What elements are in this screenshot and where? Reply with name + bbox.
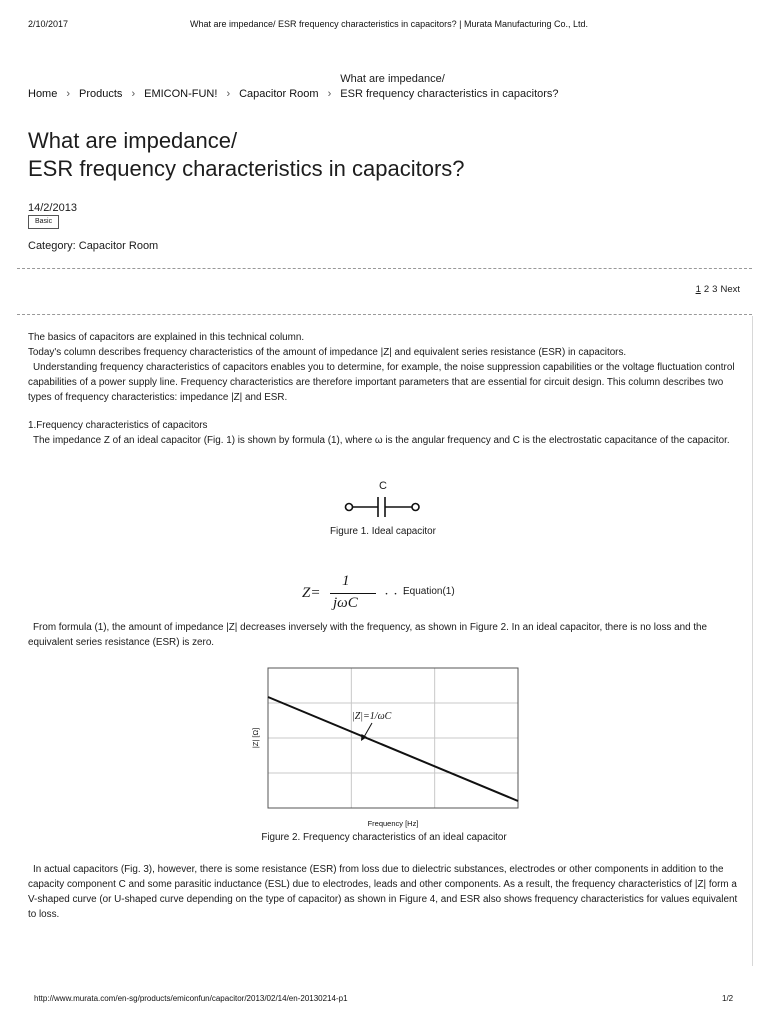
breadcrumb — [28, 73, 559, 100]
equation-numerator: 1 — [342, 573, 350, 589]
equation-label: Equation(1) — [403, 586, 455, 597]
page-title — [28, 127, 465, 183]
print-title: What are impedance/ ESR frequency characteristics in capacitors? | Murata Manufacturing Co., Ltd. — [190, 19, 589, 29]
article-date: 14/2/2013 — [28, 202, 77, 214]
print-date: 2/10/2017 — [28, 19, 69, 29]
figure-1-caption: Figure 1. Ideal capacitor — [330, 526, 436, 537]
breadcrumb-capacitor-room[interactable]: Capacitor Room — [239, 88, 319, 100]
after-equation-paragraph: From formula (1), the amount of impedance |Z| decreases inversely with the frequency, as shown in Figure 2. In an ideal capacitor, there is no loss and the equivalent series resistance (ESR) is zero. — [28, 622, 708, 648]
next-link[interactable]: Next — [720, 284, 740, 295]
annotation-arrowhead — [361, 734, 367, 741]
page-link-2[interactable]: 2 — [703, 284, 710, 295]
chevron-right-icon: › — [226, 88, 231, 100]
level-badge[interactable]: Basic — [28, 215, 59, 229]
divider — [752, 316, 753, 966]
equation-1 — [302, 573, 502, 615]
section-heading: 1.Frequency characteristics of capacitors — [28, 420, 208, 431]
after-equation-text — [28, 620, 740, 650]
chevron-right-icon: › — [66, 88, 71, 100]
breadcrumb-emicon-fun[interactable]: EMICON-FUN! — [144, 88, 218, 100]
x-axis-label: Frequency [Hz] — [367, 819, 419, 828]
breadcrumb-current-line2: ESR frequency characteristics in capacitors? — [340, 88, 559, 100]
intro-paragraph-1: The basics of capacitors are explained in this technical column. — [28, 332, 305, 343]
equation-denominator: jωC — [333, 595, 358, 611]
intro-text — [28, 330, 740, 405]
article-category[interactable]: Category: Capacitor Room — [28, 240, 159, 252]
breadcrumb-current-line1: What are impedance/ — [340, 73, 445, 85]
divider — [17, 268, 752, 269]
section-paragraph: The impedance Z of an ideal capacitor (Fig. 1) is shown by formula (1), where ω is the angular frequency and C is the electrostatic capacitance of the capacitor. — [33, 435, 730, 446]
chevron-right-icon: › — [131, 88, 136, 100]
y-axis-label: |Z| [Ω] — [251, 727, 260, 749]
equation-lhs: Z= — [302, 585, 321, 601]
figure-2-caption: Figure 2. Frequency characteristics of an ideal capacitor — [261, 832, 507, 843]
capacitor-label: C — [379, 480, 387, 492]
page-title-line1: What are impedance/ — [28, 128, 238, 153]
actual-capacitor-text — [28, 862, 740, 922]
actual-capacitor-paragraph: In actual capacitors (Fig. 3), however, there is some resistance (ESR) from loss due to dielectric substances, electrodes or other components in addition to the capacity component C and some parasitic inductance (ESL) due to electrodes, leads and other components. As a result, the frequency characteristics of |Z| form a V-shaped curve (or U-shaped curve depending on the type of capacitor) as shown in Figure 4, and ESR also shows frequency characteristics for values equivalent to loss. — [28, 864, 738, 920]
intro-paragraph-2: Today's column describes frequency characteristics of the amount of impedance |Z| and equivalent series resistance (ESR) in capacitors. — [28, 347, 627, 358]
fraction-bar — [330, 593, 376, 594]
page-link-3[interactable]: 3 — [712, 284, 718, 295]
footer-url: http://www.murata.com/en-sg/products/emiconfun/capacitor/2013/02/14/en-20130214-p1 — [34, 994, 348, 1003]
annotation-arrow — [364, 723, 372, 737]
page-link-1[interactable]: 1 — [695, 284, 701, 295]
equation-dots: ・・・ — [382, 589, 410, 599]
breadcrumb-products[interactable]: Products — [79, 88, 123, 100]
page-title-line2: ESR frequency characteristics in capacitors? — [28, 156, 465, 181]
footer-page: 1/2 — [722, 994, 734, 1003]
breadcrumb-home[interactable]: Home — [28, 88, 58, 100]
annotation-label: |Z|=1/ωC — [352, 711, 392, 722]
impedance-chart — [240, 662, 530, 832]
breadcrumb-current — [340, 73, 559, 100]
series-line-impedance — [268, 697, 518, 801]
pagination — [693, 284, 740, 295]
divider — [17, 314, 752, 315]
intro-paragraph-3: Understanding frequency characteristics of capacitors enables you to determine, for example, the noise suppression capabilities or the voltage fluctuation control capabilities of a power supply line. Frequency characteristics are therefore important parameters that are essential for circuit design. This column describes two types of frequency characteristics: impedance |Z| and ESR. — [28, 362, 735, 403]
section-1 — [28, 418, 740, 448]
chevron-right-icon: › — [327, 88, 332, 100]
